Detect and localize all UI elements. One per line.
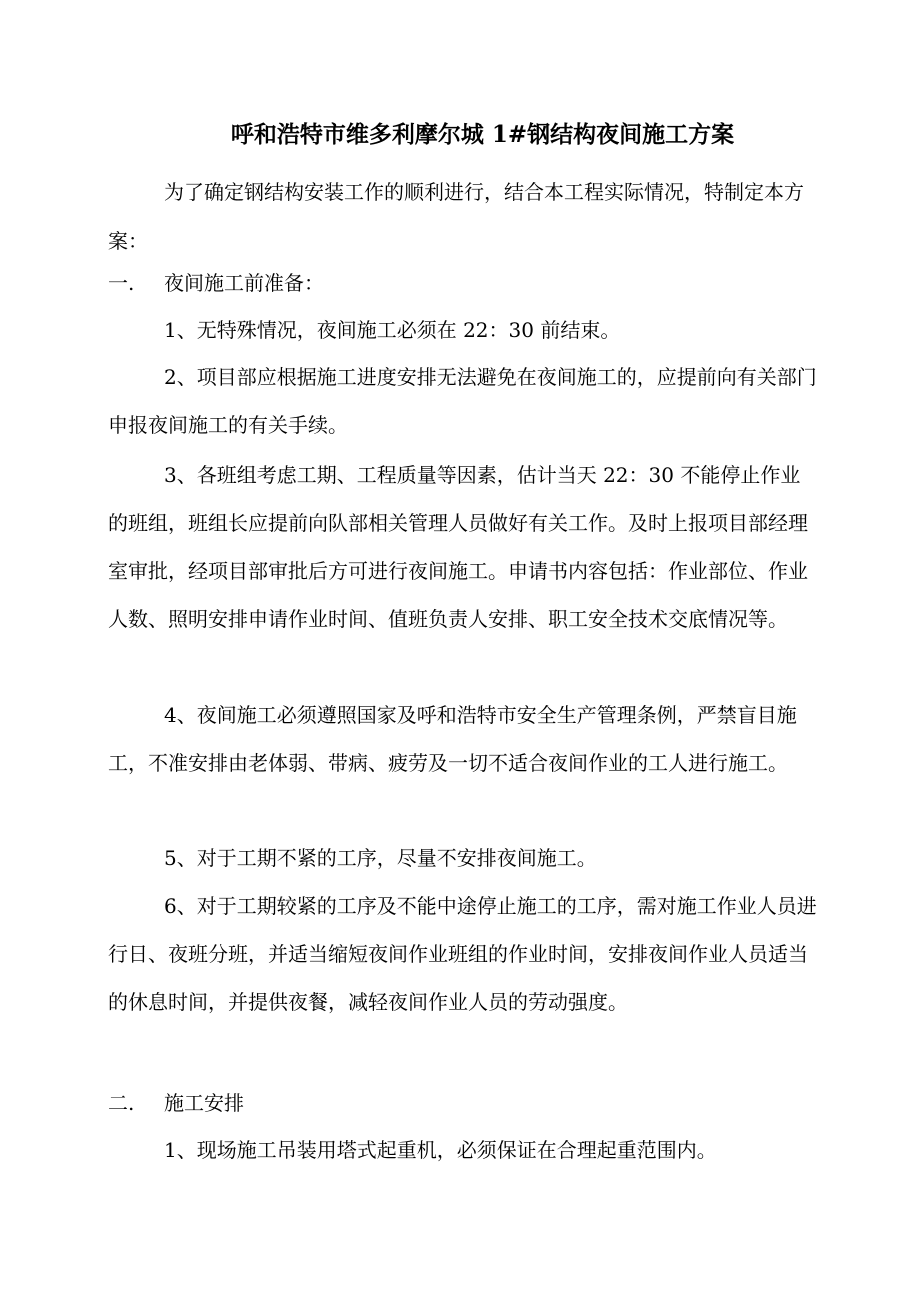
list-item: 3、各班组考虑工期、工程质量等因素，估计当天 22：30 不能停止作业的班组，班组长应提前向队部相关管理人员做好有关工作。及时上报项目部经理室审批，经项目部审批后方可进行夜间施工。申请书内容包括：作业部位、作业人数、照明安排申请作业时间、值班负责人安排、职工安全技术交底情况等。 bbox=[108, 463, 808, 631]
section-number: 二. bbox=[108, 1091, 135, 1115]
list-item: 4、夜间施工必须遵照国家及呼和浩特市安全生产管理条例，严禁盲目施工，不准安排由老体弱、带病、疲劳及一切不适合夜间作业的工人进行施工。 bbox=[108, 703, 797, 775]
list-item: 6、对于工期较紧的工序及不能中途停止施工的工序，需对施工作业人员进行日、夜班分班，并适当缩短夜间作业班组的作业时间，安排夜间作业人员适当的休息时间，并提供夜餐，减轻夜间作业人员的劳动强度。 bbox=[108, 894, 817, 1014]
list-item: 2、项目部应根据施工进度安排无法避免在夜间施工的，应提前向有关部门申报夜间施工的有关手续。 bbox=[108, 365, 817, 437]
section-title: 施工安排 bbox=[164, 1091, 244, 1115]
list-item: 1、无特殊情况，夜间施工必须在 22：30 前结束。 bbox=[164, 318, 621, 342]
section-number: 一. bbox=[108, 271, 135, 295]
list-item: 5、对于工期不紧的工序，尽量不安排夜间施工。 bbox=[164, 846, 597, 870]
intro-paragraph: 为了确定钢结构安装工作的顺利进行，结合本工程实际情况，特制定本方案： bbox=[108, 180, 804, 253]
document-title: 呼和浩特市维多利摩尔城 1#钢结构夜间施工方案 bbox=[230, 121, 735, 148]
section-title: 夜间施工前准备： bbox=[164, 271, 324, 295]
list-item: 1、现场施工吊装用塔式起重机，必须保证在合理起重范围内。 bbox=[164, 1138, 717, 1162]
section-heading-1 bbox=[108, 268, 828, 298]
section-heading-2 bbox=[108, 1088, 828, 1118]
